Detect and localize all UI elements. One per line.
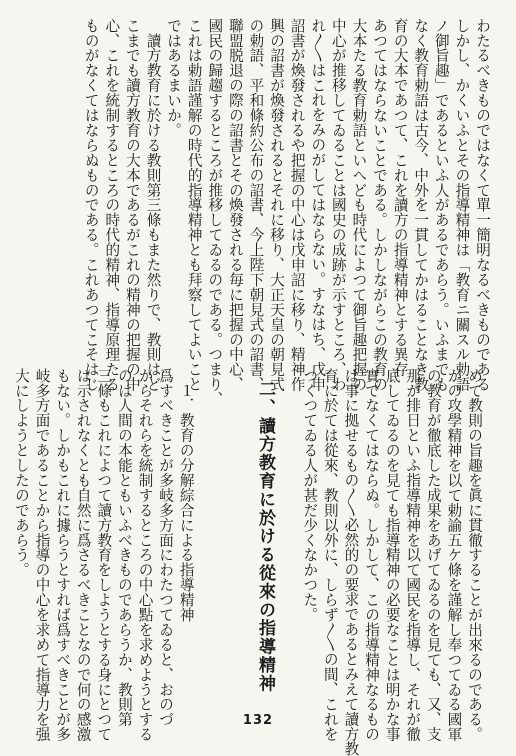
upper-text-block: わたるべきものではなくて單一簡明なるべきものである しかし、かくいふとその指導精神は「教育ニ關スル勅語 ノ御旨趣」であるといふ人があるであらう。いふまでも なく教育勅語は古今、中外を一貫してかはることなき教 育の大本であつて、これを讀方の指導精神とする異存 あつてはならないことである。しかしながらこの教育の 大本たる教育勅語といへども時代によつて御旨趣把握の 中心が推移してゐることは國史の成跡が示すところ、わ れ〱はこれをみのがしてはならない。すなはち、戊申 詔書が煥發されるや把握の中心は戊申詔に移り、精神作 興の詔書が煥發されるとそれに移り、大正天皇の朝見式 の勅語、平和條約公布の詔書、今上陛下朝見式の詔書、 聯盟脱退の際の詔書とその煥發される毎に把握の中心、 國民の歸趨するところが推移してゐるのである。つまり、 これは勅語謹解の時代的指導精神とも拜察してよいこと ではあるまいか。 讀方教育に於ける教則第三條もまた然りで、教則はど こまでも讀方教育の大本であるがこれの精神の把握の中 心、これを統制するところの時代的精神、指導原理たる ものがなくてはならぬものである。これあつてこそはじ: [82, 18, 491, 407]
section-heading: 二、讀方教育に於ける從來の指導精神: [255, 380, 275, 693]
page-number: 132: [242, 713, 274, 728]
lower-text-block: めて教則の旨趣を眞に貫徹することが出來るのである。 かの攻學精神を以て勅諭五ケ條を謹解し奉つてゐる國軍 の教育が徹底した成果をあげてゐるのを見ても、又、支 那が排日といふ指導精神を以て國民を指導し、それが徹 底してゐるのを見ても指導精神の必要なことは明かな事 實でなくてはならぬ。しかして、この指導精神なるもの は事に拠せるもの〱必然的の要求であるとみえて讀方教 育に於ては從來、教則以外に、しらず〱の間、これを つくつてゐる人が甚だ少くなかつた。 １．教育の分解綜合による指導精神 爲すべきことが多岐多方面にわたつてゐると、おのづ からそれらを統制するところの中心點を求めようとする のは人間の本能ともいふべきものであらうか、教則第 三條もこれによつて讀方教育をしようとする身にとつて は示されなくとも自然に爲さるべきことなので何の感激 もない。しかもこれに據らうとすれば爲すべきことが多 岐多方面であることから指導の中心を求めて指導力を强 大にしようとしたのであらう。: [12, 368, 483, 756]
